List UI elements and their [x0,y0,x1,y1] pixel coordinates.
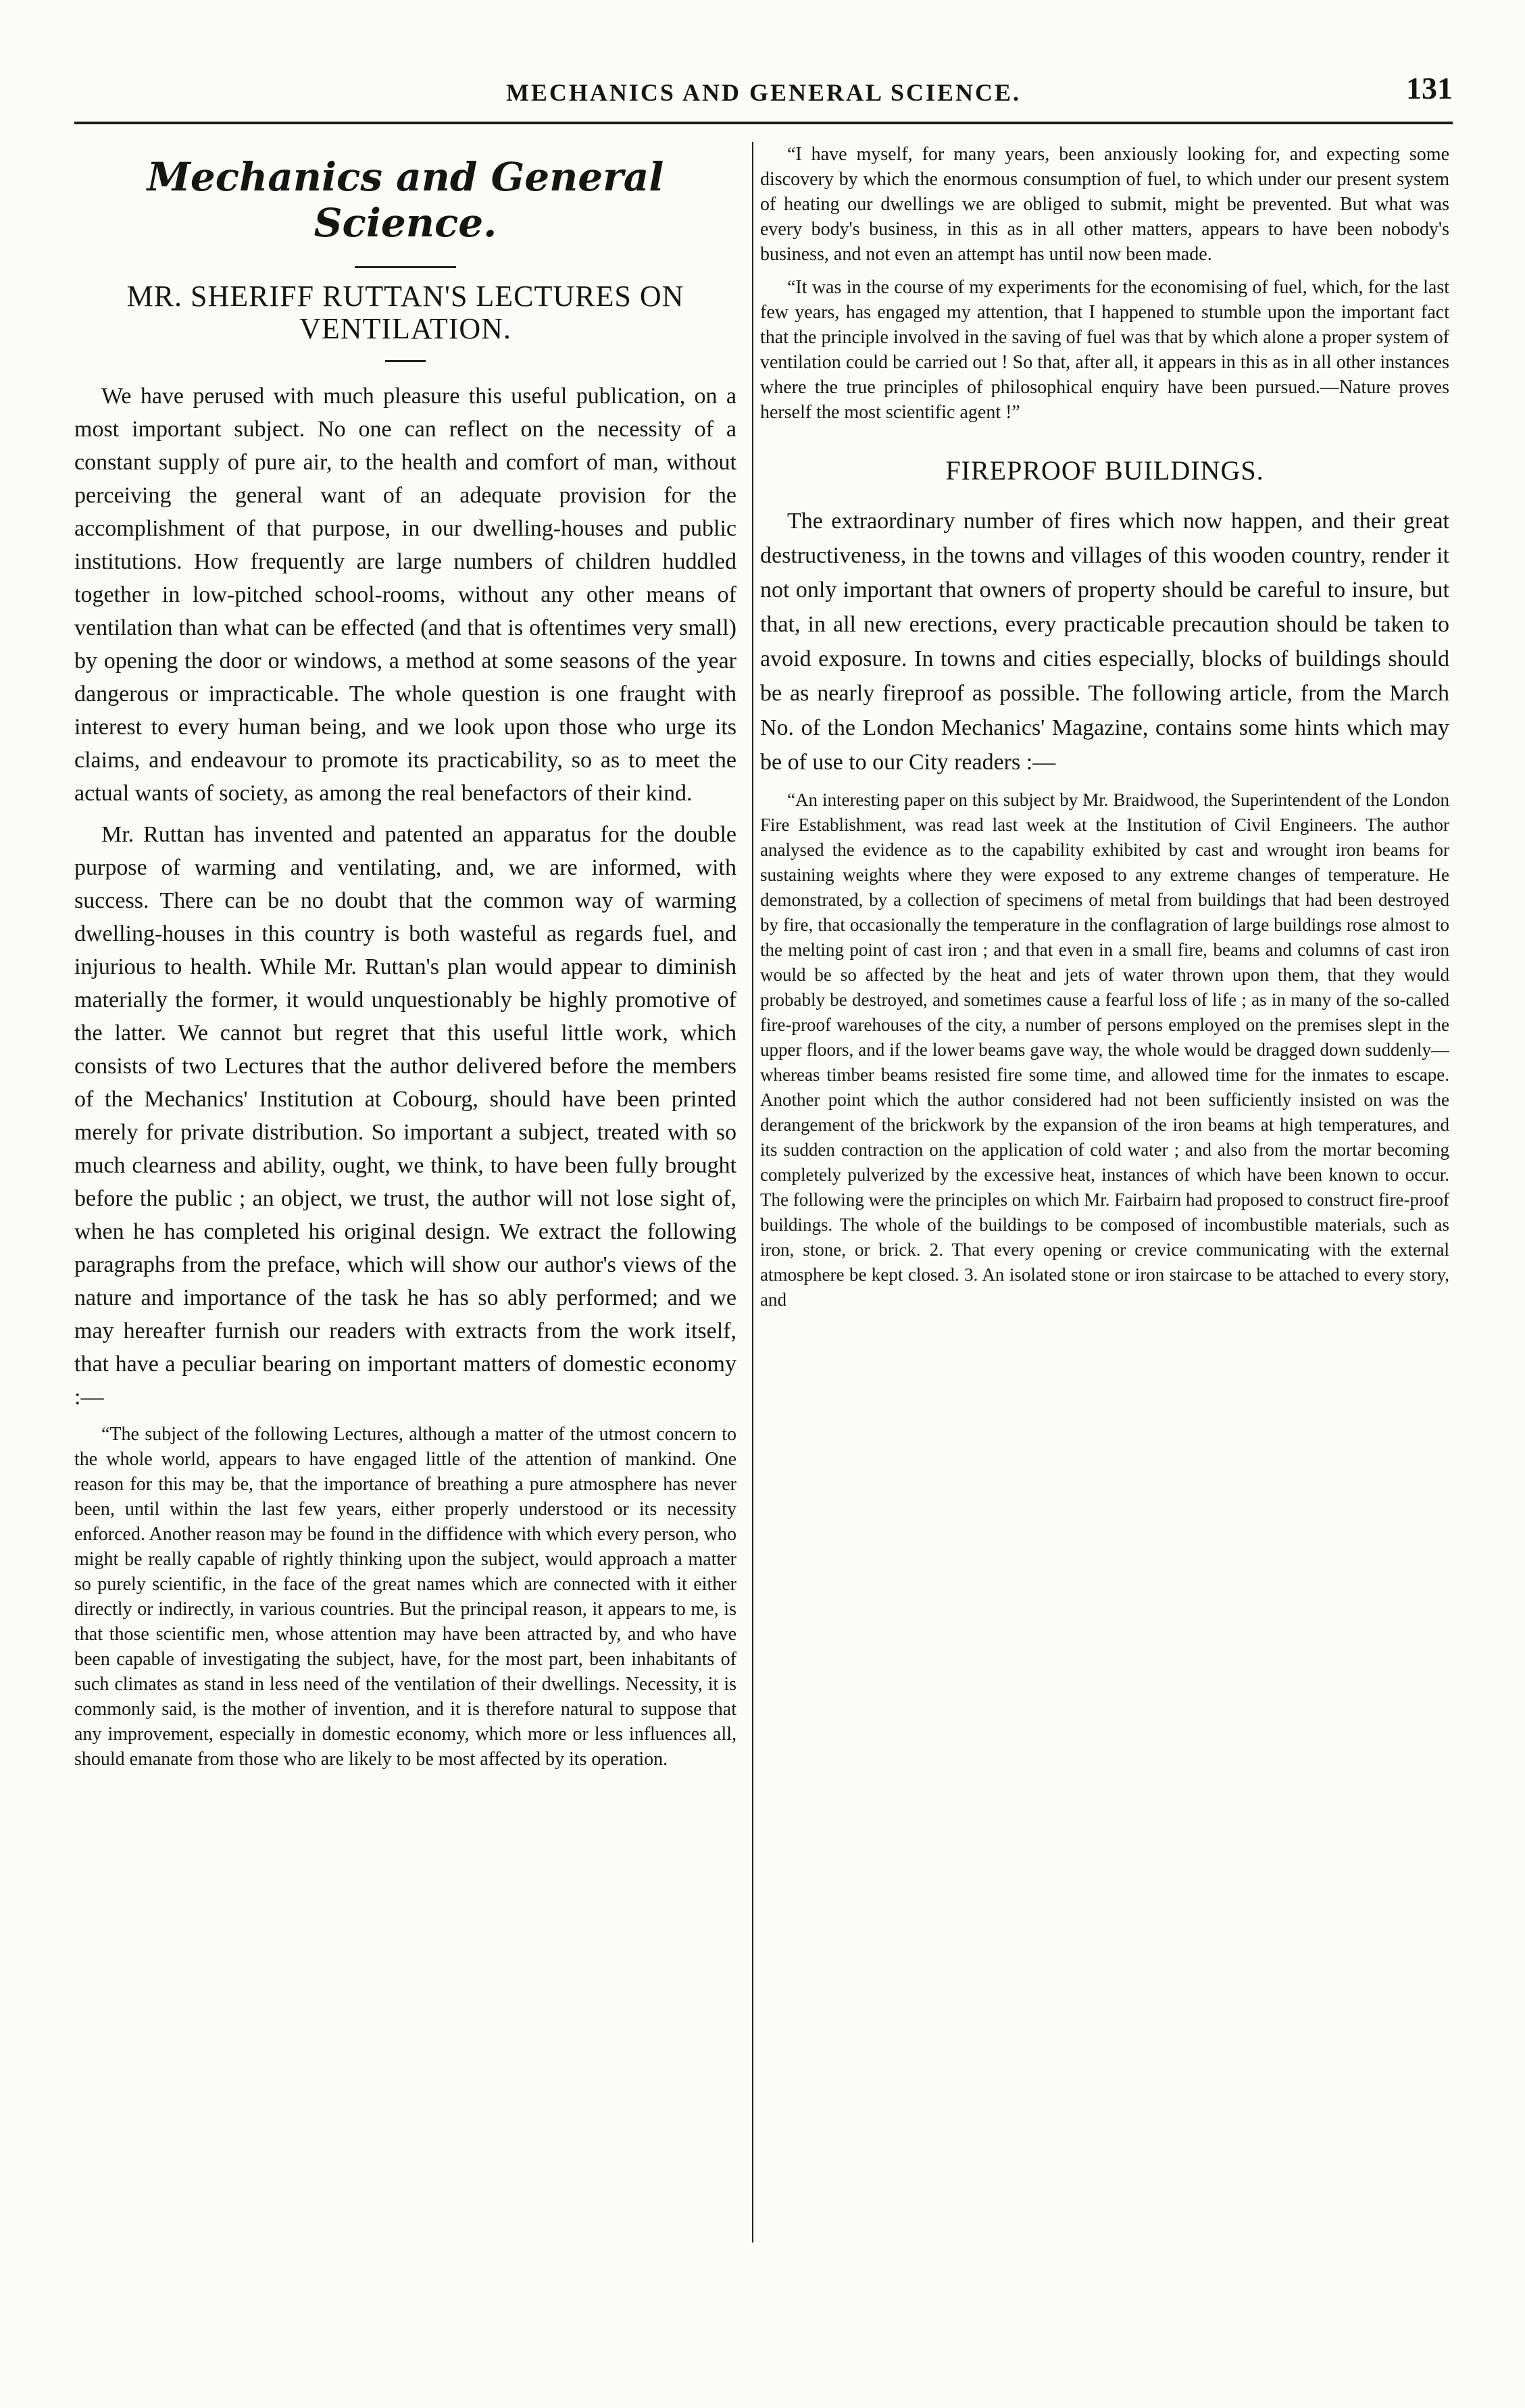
article-body-fireproof [760,504,1449,779]
article-paragraph: The extraordinary number of fires which now happen, and their great destructiveness, in the towns and villages of this wooden country, render it not only important that owners of property should be careful to insure, but that, in all new erections, every practicable precaution should be taken to avoid exposure. In towns and cities especially, blocks of buildings should be as nearly fireproof as possible. The following article, from the March No. of the London Mechanics' Magazine, contains some hints which may be of use to our City readers :— [760,509,1449,775]
article-title-fireproof: FIREPROOF BUILDINGS. [945,455,1264,486]
page-header [74,70,1453,118]
running-head: MECHANICS AND GENERAL SCIENCE. [505,79,1022,106]
quoted-extract [74,1422,736,1772]
quote-paragraph: “It was in the course of my experiments for the economising of fuel, which, for the last few years, has engaged my attention, that I happened to stumble upon the important fact that the principle involved in the saving of fuel was that by which alone a proper system of ventilation could be carried out ! So that, after all, it appears in this as in all other instances where the true principles of philosophical enquiry have been pursued.—Nature proves herself the most scientific agent !” [760,277,1449,423]
quote-paragraph: “An interesting paper on this subject by Mr. Braidwood, the Superintendent of the London Fire Establishment, was read last week at the Institution of Civil Engineers. The author analysed the evidence as to the capability exhibited by cast and wrought iron beams for sustaining weights where they were exposed to any extreme changes of temperature. He demonstrated, by a collection of specimens of metal from buildings that had been destroyed by fire, that occasionally the temperature in the conflagration of large buildings rose almost to the melting point of cast iron ; and that even in a small fire, beams and columns of cast iron would be so affected by the heat and jets of water thrown upon them, that they would probably be destroyed, and sometimes cause a fearful loss of life ; as in many of the so-called fire-proof warehouses of the city, a number of persons employed on the premises slept in the upper floors, and if the lower beams gave way, the whole would be dragged down suddenly—whereas timber beams resisted fire some time, and allowed time for the inmates to escape. Another point which the author considered had not been sufficiently insisted on was the derangement of the brickwork by the expansion of the iron beams at high temperatures, and its sudden contraction on the application of cold water ; and also from the mortar becoming completely pulverized by the excessive heat, instances of which have been known to occur. The following were the principles on which Mr. Fairbairn had proposed to construct fire-proof buildings. The whole of the buildings to be composed of incombustible materials, such as iron, stone, or brick. 2. That every opening or crevice communicating with the external atmosphere be kept closed. 3. An isolated stone or iron staircase to be attached to every story, and [760,790,1449,1310]
title-rule [355,266,456,268]
right-column [760,142,1449,2249]
page-number: 131 [1406,71,1453,105]
quote-paragraph: “I have myself, for many years, been anxiously looking for, and expecting some discovery by which the enormous consumption of fuel, to which under our present system of heating our dwellings we are obliged to submit, might be prevented. But what was every body's business, in this as in all other matters, appears to have been nobody's business, and not even an attempt has until now been made. [760,144,1449,265]
article-paragraph: We have perused with much pleasure this useful publication, on a most important subject. No one can reflect on the necessity of a constant supply of pure air, to the health and comfort of man, without perceiving the general want of an adequate provision for the accomplishment of that purpose, in our dwelling-houses and public institutions. How frequently are large numbers of children huddled together in low-pitched school-rooms, without any other means of ventilation than what can be effected (and that is oftentimes very small) by opening the door or windows, a method at some seasons of the year dangerous or impracticable. The whole question is one fraught with interest to every human being, and we look upon those who urge its claims, and endeavour to promote its practicability, so as to meet the actual wants of society, as among the real benefactors of their kind. [74,384,736,806]
section-title: Mechanics and General Science. [147,154,664,246]
header-rule [74,122,1453,124]
column-divider [752,142,753,2243]
article-paragraph: Mr. Ruttan has invented and patented an apparatus for the double purpose of warming and ventilating, and, we are informed, with success. There can be no doubt that the common way of warming dwelling-houses in this country is both wasteful as regards fuel, and injurious to health. While Mr. Ruttan's plan would appear to diminish materially the former, it would unquestionably be highly promotive of the latter. We cannot but regret that this useful little work, which consists of two Lectures that the author delivered before the members of the Mechanics' Institution at Cobourg, should have been printed merely for private distribution. So important a subject, treated with so much clearness and ability, ought, we think, to have been fully brought before the public ; an object, we trust, the author will not lose sight of, when he has completed his original design. We extract the following paragraphs from the preface, which will show our author's views of the nature and importance of the task he has so ably performed; and we may hereafter furnish our readers with extracts from the work itself, that have a peculiar bearing on important matters of domestic economy :— [74,822,736,1410]
quoted-extract-continued [760,142,1449,425]
quote-paragraph: “The subject of the following Lectures, although a matter of the utmost concern to the whole world, appears to have engaged little of the attention of mankind. One reason for this may be, that the importance of breathing a pure atmosphere has never been, until within the last few years, either properly understood or its necessity enforced. Another reason may be found in the diffidence with which every person, who might be really capable of rightly thinking upon the subject, would approach a matter so purely scientific, in the face of the great names which are connected with it either directly or indirectly, in various countries. But the principal reason, it appears to me, is that those scientific men, whose attention may have been attracted by, and who have been capable of investigating the subject, have, for the most part, been inhabitants of such climates as stand in less need of the ventilation of their dwellings. Necessity, it is commonly said, is the mother of invention, and it is therefore natural to suppose that any improvement, especially in domestic economy, which more or less influences all, should emanate from those who are likely to be most affected by its operation. [74,1424,736,1770]
article-body-ventilation [74,380,736,1414]
article-title-ventilation: MR. SHERIFF RUTTAN'S LECTURES ON VENTILATION. [126,280,684,345]
quoted-extract-fireproof [760,788,1449,1312]
title-separator [385,360,426,362]
left-column [74,142,736,2249]
